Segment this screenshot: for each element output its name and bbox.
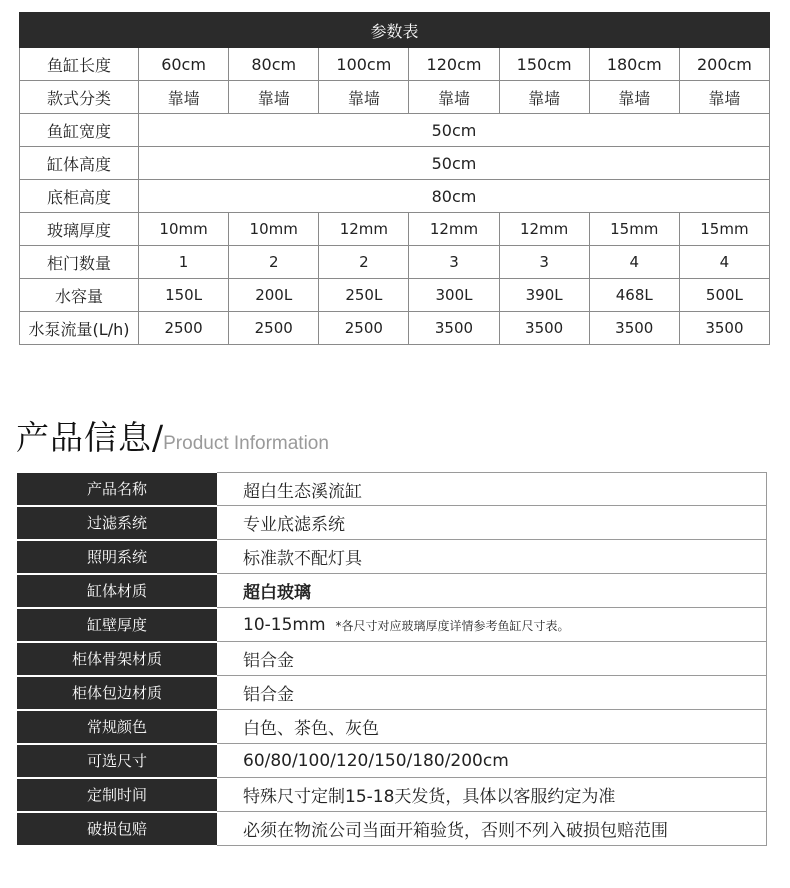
pump-cell: 3500 [499,312,589,345]
info-key: 缸壁厚度 [17,608,217,642]
spec-row-pump [20,312,770,345]
info-note: *各尺寸对应玻璃厚度详情参考鱼缸尺寸表。 [335,618,570,633]
info-value: 白色、茶色、灰色 [217,710,767,744]
info-key: 柜体骨架材质 [17,642,217,676]
heading-en: Product Information [163,433,329,454]
size-cell: 120cm [409,48,499,81]
style-cell: 靠墙 [319,81,409,114]
doors-label: 柜门数量 [20,246,139,279]
info-value: 铝合金 [217,676,767,710]
glass-cell: 12mm [319,213,409,246]
doors-cell: 3 [499,246,589,279]
style-cell: 靠墙 [679,81,769,114]
size-cell: 200cm [679,48,769,81]
doors-cell: 4 [679,246,769,279]
info-row [17,710,767,744]
spec-row-cabinet [20,180,770,213]
info-row [17,812,767,846]
info-value: 特殊尺寸定制15-18天发货，具体以客服约定为准 [217,778,767,812]
cabinet-label: 底柜高度 [20,180,139,213]
capacity-cell: 390L [499,279,589,312]
info-key: 照明系统 [17,540,217,574]
info-row [17,642,767,676]
style-cell: 靠墙 [139,81,229,114]
pump-cell: 3500 [589,312,679,345]
pump-cell: 3500 [409,312,499,345]
doors-cell: 2 [229,246,319,279]
size-label: 鱼缸长度 [20,48,139,81]
info-key: 柜体包边材质 [17,676,217,710]
height-value: 50cm [139,147,770,180]
style-cell: 靠墙 [589,81,679,114]
info-key: 产品名称 [17,473,217,506]
info-row [17,676,767,710]
glass-cell: 10mm [229,213,319,246]
spec-table [19,12,770,345]
pump-cell: 2500 [319,312,409,345]
info-value: 必须在物流公司当面开箱验货，否则不列入破损包赔范围 [217,812,767,846]
doors-cell: 3 [409,246,499,279]
info-key: 过滤系统 [17,506,217,540]
pump-cell: 2500 [229,312,319,345]
spec-row-capacity [20,279,770,312]
info-value: 专业底滤系统 [217,506,767,540]
pump-cell: 2500 [139,312,229,345]
info-row [17,608,767,642]
glass-cell: 15mm [589,213,679,246]
glass-cell: 12mm [499,213,589,246]
style-label: 款式分类 [20,81,139,114]
capacity-label: 水容量 [20,279,139,312]
spec-row-doors [20,246,770,279]
info-key: 可选尺寸 [17,744,217,778]
section-heading [16,412,329,459]
info-row [17,540,767,574]
size-cell: 100cm [319,48,409,81]
spec-row-style [20,81,770,114]
info-row [17,473,767,506]
size-cell: 60cm [139,48,229,81]
capacity-cell: 500L [679,279,769,312]
capacity-cell: 300L [409,279,499,312]
size-cell: 180cm [589,48,679,81]
spec-row-glass [20,213,770,246]
info-table [17,472,767,847]
spec-row-width [20,114,770,147]
doors-cell: 2 [319,246,409,279]
glass-cell: 15mm [679,213,769,246]
doors-cell: 4 [589,246,679,279]
spec-row-height [20,147,770,180]
info-row [17,574,767,608]
capacity-cell: 200L [229,279,319,312]
glass-cell: 10mm [139,213,229,246]
style-cell: 靠墙 [229,81,319,114]
pump-label: 水泵流量(L/h) [20,312,139,345]
capacity-cell: 150L [139,279,229,312]
size-cell: 80cm [229,48,319,81]
style-cell: 靠墙 [499,81,589,114]
capacity-cell: 250L [319,279,409,312]
width-value: 50cm [139,114,770,147]
pump-cell: 3500 [679,312,769,345]
glass-label: 玻璃厚度 [20,213,139,246]
info-key: 定制时间 [17,778,217,812]
width-label: 鱼缸宽度 [20,114,139,147]
size-cell: 150cm [499,48,589,81]
heading-slash: / [152,418,164,457]
height-label: 缸体高度 [20,147,139,180]
style-cell: 靠墙 [409,81,499,114]
info-row [17,778,767,812]
info-value: 超白生态溪流缸 [217,473,767,506]
info-row [17,506,767,540]
info-value: 超白玻璃 [243,583,311,603]
spec-row-size [20,48,770,81]
info-key: 破损包赔 [17,812,217,846]
cabinet-value: 80cm [139,180,770,213]
capacity-cell: 468L [589,279,679,312]
glass-cell: 12mm [409,213,499,246]
info-row [17,744,767,778]
info-value: 标准款不配灯具 [217,540,767,574]
info-key: 缸体材质 [17,574,217,608]
info-value: 铝合金 [217,642,767,676]
doors-cell: 1 [139,246,229,279]
info-value: 60/80/100/120/150/180/200cm [217,744,767,778]
info-value: 10-15mm [243,614,326,635]
spec-title-row [20,13,770,48]
heading-zh: 产品信息 [16,418,152,457]
spec-table-title: 参数表 [20,13,770,48]
info-key: 常规颜色 [17,710,217,744]
